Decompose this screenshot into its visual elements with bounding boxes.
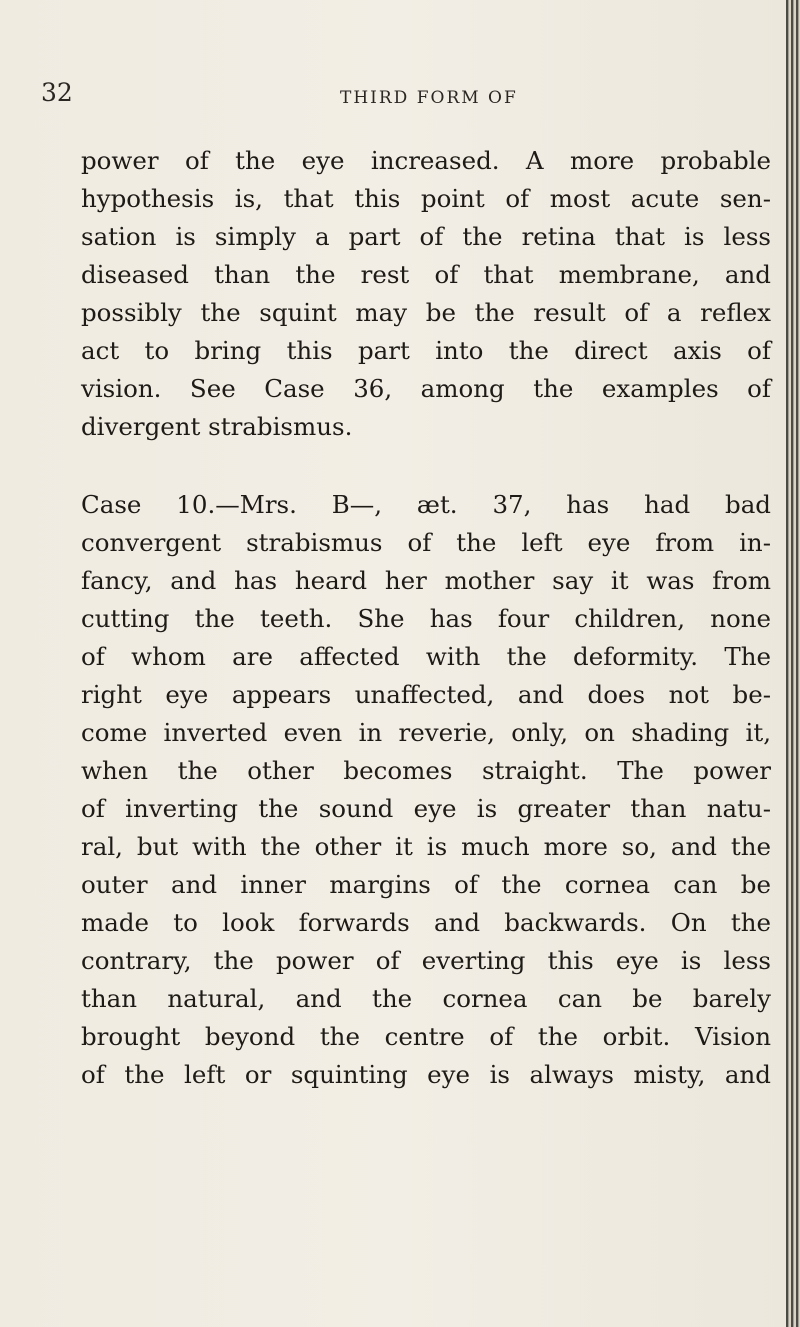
body-text — [81, 142, 771, 1094]
text-line: Case 10.—Mrs. B—, æt. 37, has had bad — [81, 490, 771, 519]
text-line: hypothesis is, that this point of most acute sen- — [81, 184, 771, 213]
text-line: power of the eye increased. A more probable — [81, 146, 771, 175]
paragraph-gap — [81, 446, 771, 486]
text-line: ral, but with the other it is much more so, and the — [81, 832, 771, 861]
text-line: when the other becomes straight. The power — [81, 756, 771, 785]
text-line: than natural, and the cornea can be barely — [81, 984, 771, 1013]
text-line: act to bring this part into the direct axis of — [81, 336, 771, 365]
text-line: made to look forwards and backwards. On the — [81, 908, 771, 937]
text-line: diseased than the rest of that membrane, and — [81, 260, 771, 289]
page-edge-shadow — [786, 0, 800, 1327]
text-line: right eye appears unaffected, and does not be- — [81, 680, 771, 709]
text-line: divergent strabismus. — [81, 412, 353, 441]
text-line: brought beyond the centre of the orbit. Vision — [81, 1022, 771, 1051]
page-number: 32 — [41, 78, 73, 107]
text-line: sation is simply a part of the retina that is less — [81, 222, 771, 251]
text-line: cutting the teeth. She has four children, none — [81, 604, 771, 633]
text-line: fancy, and has heard her mother say it was from — [81, 566, 771, 595]
running-head: THIRD FORM OF — [340, 88, 518, 108]
paragraph-1 — [81, 142, 771, 446]
text-line: of the left or squinting eye is always misty, and — [81, 1060, 771, 1089]
text-line: of whom are affected with the deformity. The — [81, 642, 771, 671]
text-line: vision. See Case 36, among the examples of — [81, 374, 771, 403]
text-line: of inverting the sound eye is greater than natu- — [81, 794, 771, 823]
paragraph-2 — [81, 486, 771, 1094]
text-line: come inverted even in reverie, only, on shading it, — [81, 718, 771, 747]
text-line: outer and inner margins of the cornea can be — [81, 870, 771, 899]
text-line: contrary, the power of everting this eye is less — [81, 946, 771, 975]
text-line: convergent strabismus of the left eye from in- — [81, 528, 771, 557]
text-line: possibly the squint may be the result of a reflex — [81, 298, 771, 327]
